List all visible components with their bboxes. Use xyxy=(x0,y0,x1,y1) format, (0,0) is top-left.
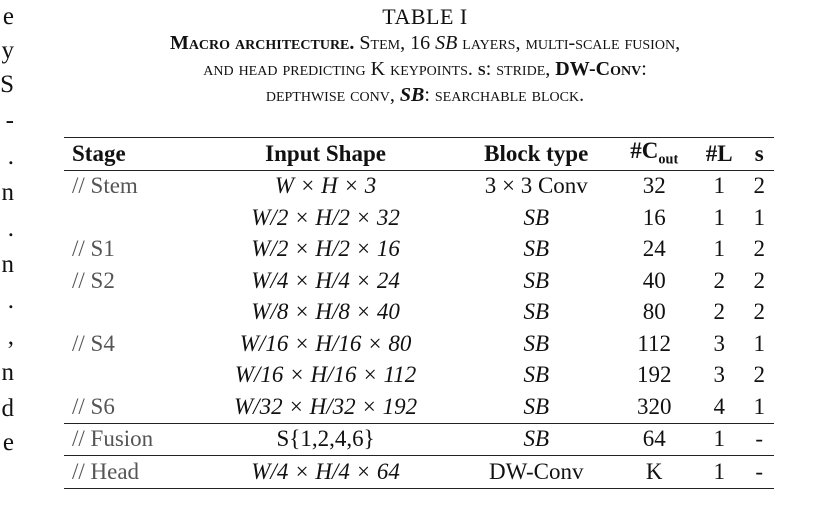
stage-cell: // Stem xyxy=(72,173,138,199)
stage-cell: // S2 xyxy=(72,267,115,293)
header-cout-base: #C xyxy=(630,138,659,164)
layers-cell: 2 xyxy=(713,267,725,293)
stage-cell xyxy=(64,202,193,234)
margin-fragment: . xyxy=(7,215,14,242)
block-type-cell: 3 × 3 Conv xyxy=(484,173,588,199)
margin-fragment: - xyxy=(5,107,14,134)
stride-cell: 2 xyxy=(753,362,765,388)
input-shape-cell: W/2 × H/2 × 32 xyxy=(251,204,400,230)
macro-architecture-table xyxy=(64,137,774,489)
layers-cell: 4 xyxy=(713,393,725,419)
margin-fragment: n xyxy=(1,359,14,386)
stage-cell: // S4 xyxy=(72,330,115,356)
stride-cell: 1 xyxy=(753,393,765,419)
block-type-cell: SB xyxy=(523,362,550,388)
cout-cell: 64 xyxy=(642,426,666,452)
table-row xyxy=(64,391,774,423)
header-stage: Stage xyxy=(72,140,126,166)
layers-cell: 2 xyxy=(713,299,725,325)
caption-text-part: : searchable block. xyxy=(424,84,585,106)
stage-cell xyxy=(64,297,193,329)
block-type-cell: DW-Conv xyxy=(488,458,584,484)
caption-line-1 xyxy=(30,30,820,56)
table-row xyxy=(64,234,774,266)
margin-fragment: , xyxy=(7,323,14,350)
caption-line-2 xyxy=(30,56,820,82)
stage-cell: // S1 xyxy=(72,236,115,262)
stage-cell xyxy=(64,360,193,392)
margin-fragment: n xyxy=(1,251,14,278)
table-row xyxy=(64,328,774,360)
input-shape-cell: W/16 × H/16 × 80 xyxy=(239,330,412,356)
caption-sb-def: SB xyxy=(399,84,425,106)
cout-cell: 16 xyxy=(642,204,666,230)
left-column-text-fragments xyxy=(0,0,18,519)
block-type-cell: SB xyxy=(523,236,550,262)
caption-title: Macro architecture. xyxy=(169,32,355,54)
layers-cell: 1 xyxy=(713,204,725,230)
block-type-cell: SB xyxy=(523,267,550,293)
cout-cell: K xyxy=(645,458,663,484)
header-cout-sub: out xyxy=(658,152,679,169)
layers-cell: 1 xyxy=(713,236,725,262)
input-shape-cell: W/32 × H/32 × 192 xyxy=(234,393,418,419)
margin-fragment: . xyxy=(7,287,14,314)
cout-cell: 80 xyxy=(642,299,666,325)
caption-dwconv: DW-Conv xyxy=(555,58,642,80)
block-type-cell: SB xyxy=(523,204,550,230)
input-shape-cell: W/4 × H/4 × 64 xyxy=(251,458,400,484)
margin-fragment: S xyxy=(0,71,14,98)
margin-fragment: e xyxy=(2,429,14,456)
table-body xyxy=(64,170,774,488)
header-cout xyxy=(615,138,694,171)
block-type-cell: SB xyxy=(523,393,550,419)
stride-cell: - xyxy=(755,426,764,452)
layers-cell: 1 xyxy=(713,173,725,199)
header-block-type: Block type xyxy=(484,140,589,166)
layers-cell: 1 xyxy=(713,426,725,452)
margin-fragment: y xyxy=(1,37,14,64)
caption-text-part: : xyxy=(641,58,647,80)
caption-s: s xyxy=(477,58,486,80)
cout-cell: 112 xyxy=(637,330,672,356)
header-input-shape: Input Shape xyxy=(265,140,386,166)
caption-text-part: depthwise conv, xyxy=(265,84,400,106)
table-row xyxy=(64,456,774,489)
layers-cell: 3 xyxy=(713,330,725,356)
input-shape-cell: W/8 × H/8 × 40 xyxy=(251,299,400,325)
margin-fragment: d xyxy=(1,395,14,422)
stride-cell: 2 xyxy=(753,173,765,199)
stride-cell: 2 xyxy=(753,267,765,293)
table-row xyxy=(64,297,774,329)
caption-sb: SB xyxy=(435,32,458,54)
table-row xyxy=(64,170,774,202)
caption-text-part: : stride, xyxy=(485,58,556,80)
caption-text xyxy=(30,30,820,108)
table-row xyxy=(64,423,774,456)
margin-fragment: e xyxy=(2,3,14,30)
layers-cell: 3 xyxy=(713,362,725,388)
table-row xyxy=(64,202,774,234)
caption-text-part: and head predicting K keypoints. xyxy=(203,58,478,80)
cout-cell: 192 xyxy=(636,362,672,388)
input-shape-cell: W/2 × H/2 × 16 xyxy=(251,236,400,262)
table-label: TABLE I xyxy=(382,4,468,29)
stride-cell: 2 xyxy=(753,236,765,262)
cout-cell: 40 xyxy=(642,267,666,293)
stride-cell: - xyxy=(755,458,764,484)
stage-cell: // Head xyxy=(72,458,140,484)
stride-cell: 2 xyxy=(753,299,765,325)
cout-cell: 32 xyxy=(642,173,666,199)
stride-cell: 1 xyxy=(753,330,765,356)
stage-cell: // S6 xyxy=(72,393,115,419)
header-stride: s xyxy=(754,140,764,166)
input-shape-cell: W/16 × H/16 × 112 xyxy=(234,362,417,388)
layers-cell: 1 xyxy=(713,458,725,484)
margin-fragment: . xyxy=(7,143,14,170)
caption-text-part: Stem, 16 xyxy=(354,32,436,54)
input-shape-cell: W/4 × H/4 × 24 xyxy=(251,267,400,293)
header-layers: #L xyxy=(705,140,733,166)
cout-cell: 320 xyxy=(636,393,672,419)
block-type-cell: SB xyxy=(523,330,550,356)
stride-cell: 1 xyxy=(753,204,765,230)
caption-line-3 xyxy=(30,82,820,108)
table-caption xyxy=(30,4,820,108)
block-type-cell: SB xyxy=(523,299,550,325)
table-row xyxy=(64,265,774,297)
margin-fragment: n xyxy=(1,179,14,206)
caption-text-part: layers, multi-scale fusion, xyxy=(457,32,681,54)
header-row xyxy=(64,138,774,171)
stage-cell: // Fusion xyxy=(72,426,154,452)
block-type-cell: SB xyxy=(523,426,550,452)
input-shape-cell: S{1,2,4,6} xyxy=(276,426,375,452)
input-shape-cell: W × H × 3 xyxy=(274,173,377,199)
table-row xyxy=(64,360,774,392)
cout-cell: 24 xyxy=(642,236,666,262)
